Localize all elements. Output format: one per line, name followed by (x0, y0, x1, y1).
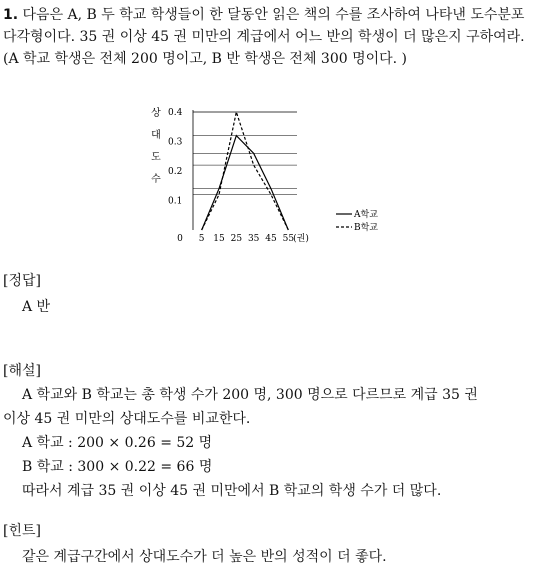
y-axis-label-char: 상 (151, 108, 161, 119)
x-tick-label: 25 (230, 234, 243, 244)
explanation-line-1: A 학교와 B 학교는 총 학생 수가 200 명, 300 명으로 다르므로 계급 35 권 (22, 387, 478, 403)
answer-title: [정답] (3, 273, 41, 289)
explanation-title: [해설] (3, 363, 41, 379)
series-line-1 (202, 136, 289, 230)
problem-text: 다음은 A, B 두 학교 학생들이 한 달동안 읽은 책의 수를 조사하여 나타낸 도수분포다각형이다. 35 권 이상 45 권 미만의 계급에서 어느 반의 학생이 더 많은지 구하여라. (A 학교 학생은 전체 200 명이고, B 반 학생은 전체 300 명이다. ) (3, 7, 525, 67)
series-line-2 (202, 112, 289, 230)
y-axis-label-char: 대 (151, 130, 161, 141)
x-tick-label: 45 (265, 234, 277, 244)
explanation-line-3: A 학교 : 200 × 0.26 = 52 명 (22, 435, 213, 451)
y-tick-label: 0.1 (168, 196, 183, 207)
x-tick-label: 5 (198, 234, 205, 244)
hint-title: [힌트] (3, 523, 41, 539)
explanation-line-5: 따라서 계급 35 권 이상 45 권 미만에서 B 학교의 학생 수가 더 많다. (22, 483, 442, 499)
explanation-line-4: B 학교 : 300 × 0.22 = 66 명 (22, 459, 213, 475)
x-tick-label: 55 (282, 234, 295, 244)
y-tick-label: 0.2 (168, 167, 183, 177)
frequency-polygon-chart (140, 100, 400, 250)
hint-text: 같은 계급구간에서 상대도수가 더 높은 반의 성적이 더 좋다. (22, 549, 387, 565)
y-tick-label: 0.4 (168, 108, 183, 118)
y-axis-label-char: 수 (151, 174, 161, 185)
problem-statement (3, 4, 531, 70)
legend-label: A학교 (354, 210, 378, 220)
legend-label: B학교 (354, 223, 379, 233)
x-unit-label: (권) (293, 234, 309, 244)
x-tick-label: 15 (213, 234, 225, 244)
frequency-polygon-figure (140, 100, 400, 250)
problem-number: 1. (3, 7, 19, 23)
y-axis-label-char: 도 (151, 152, 161, 163)
x-tick-label: 0 (177, 234, 183, 244)
explanation-line-2: 이상 45 권 미만의 상대도수를 비교한다. (3, 411, 251, 427)
answer-text: A 반 (22, 299, 51, 315)
y-tick-label: 0.3 (168, 137, 183, 148)
x-tick-label: 35 (247, 234, 260, 244)
